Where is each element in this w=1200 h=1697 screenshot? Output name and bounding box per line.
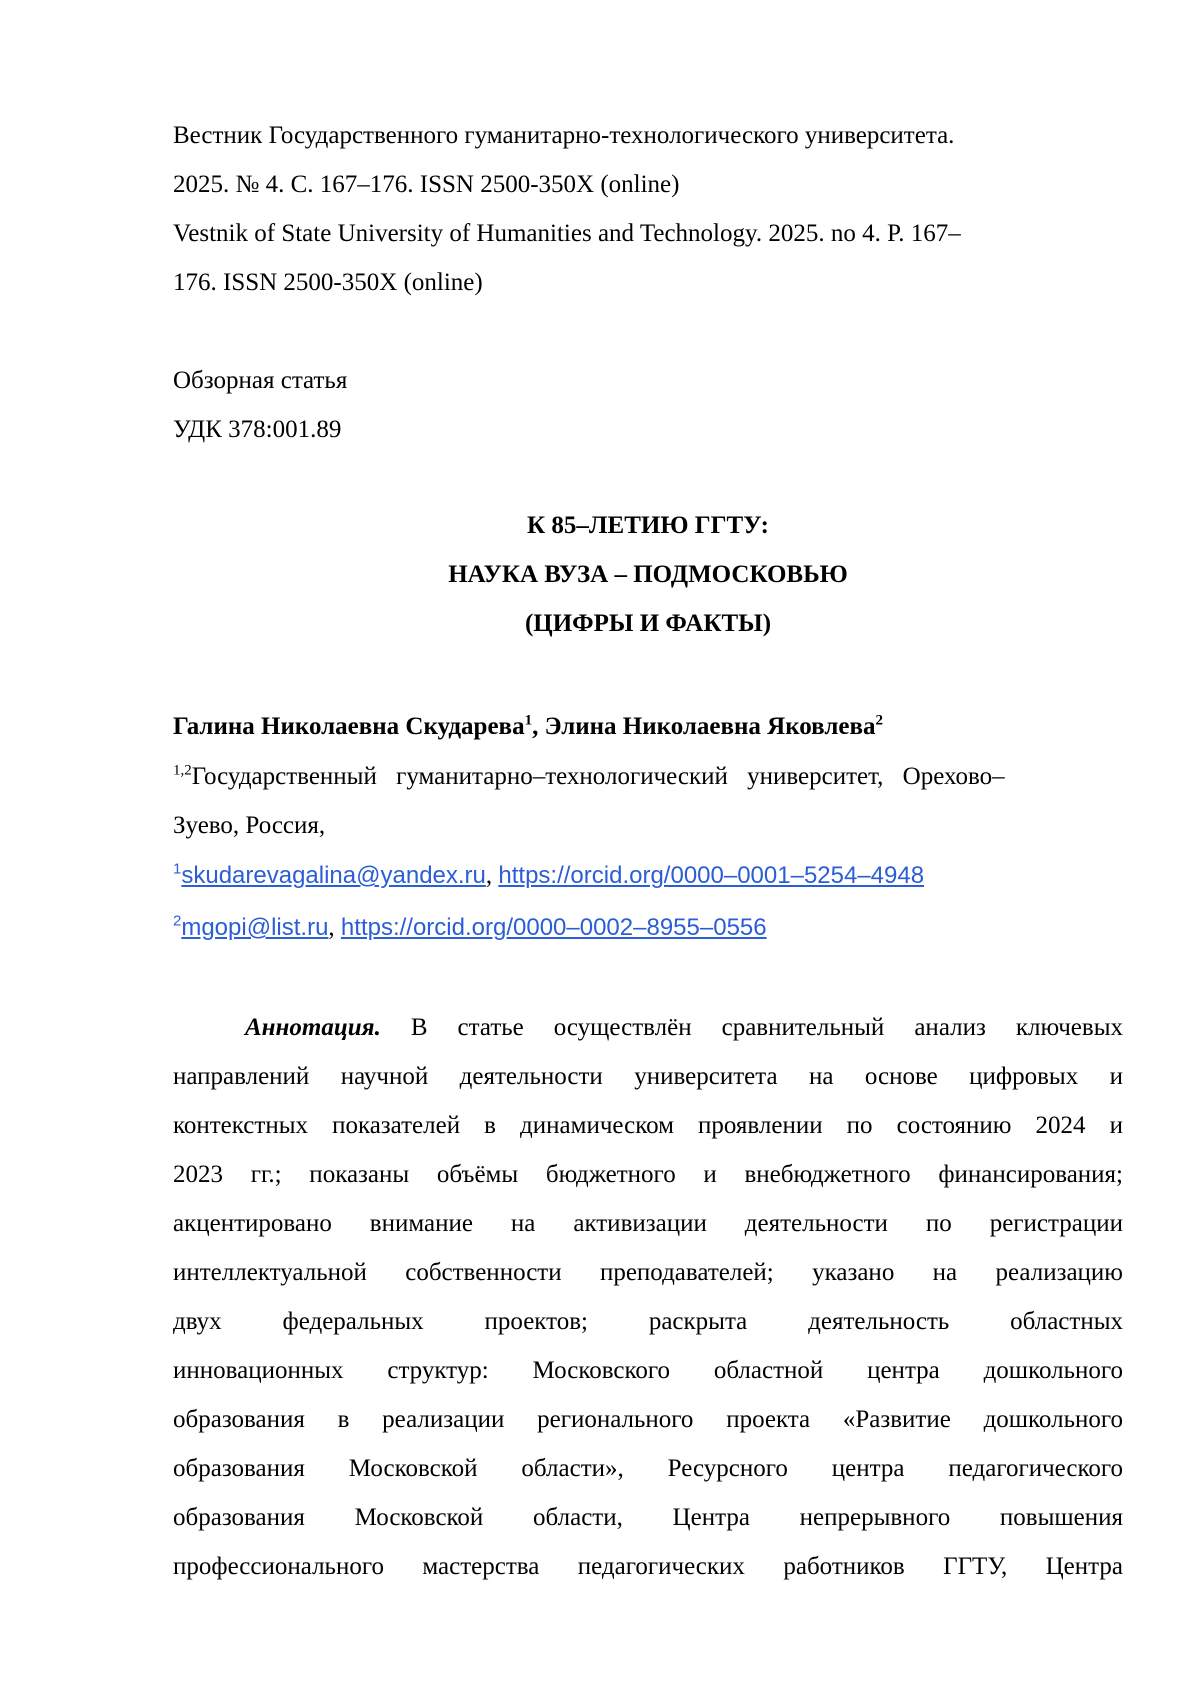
author-1-name: Галина Николаевна Скударева — [173, 713, 525, 740]
author-2-sup: 2 — [875, 712, 883, 729]
abstract-line: образования Московской области, Центра непрерывного повышения — [173, 1504, 1123, 1531]
article-type: Обзорная статья — [173, 367, 348, 394]
authors-line — [173, 702, 1123, 751]
abstract-line: профессионального мастерства педагогических работников ГГТУ, Центра — [173, 1553, 1123, 1580]
article-meta — [173, 356, 1123, 454]
contact-1-separator: , — [485, 862, 499, 889]
affiliation-line-1 — [173, 752, 1005, 801]
abstract — [173, 1003, 1123, 1591]
journal-citation — [173, 111, 1123, 307]
contact-row-1 — [173, 851, 1123, 903]
contact-1-sup: 1 — [173, 860, 182, 878]
contact-2-email-link[interactable]: mgopi@list.ru — [181, 914, 329, 941]
affiliation — [173, 752, 1123, 850]
affiliation-text-1: Государственный гуманитарно–технологический университет, Орехово– — [191, 763, 1005, 790]
article-title — [173, 501, 1123, 648]
abstract-line: контекстных показателей в динамическом проявлении по состоянию 2024 и — [173, 1112, 1123, 1139]
abstract-line: двух федеральных проектов; раскрыта деятельность областных — [173, 1308, 1123, 1335]
abstract-text: В статье осуществлён сравнительный анализ ключевых — [410, 1014, 1124, 1041]
title-line-3: (ЦИФРЫ И ФАКТЫ) — [524, 610, 772, 637]
author-1-sup: 1 — [524, 712, 533, 729]
abstract-line: образования Московской области», Ресурсного центра педагогического — [173, 1455, 1123, 1482]
title-line-1: К 85–ЛЕТИЮ ГГТУ: — [527, 512, 769, 539]
author-2-name: Элина Николаевна Яковлева — [544, 713, 876, 740]
contact-1-orcid-link[interactable]: https://orcid.org/0000–0001–5254–4948 — [498, 862, 925, 889]
contact-2-separator: , — [328, 914, 341, 941]
contact-2-sup: 2 — [173, 912, 182, 930]
journal-line-ru: Вестник Государственного гуманитарно-технологического университета. — [173, 122, 955, 149]
journal-issue-en: 176. ISSN 2500-350X (online) — [173, 269, 483, 296]
title-line-2: НАУКА ВУЗА – ПОДМОСКОВЬЮ — [448, 561, 848, 588]
authors-separator: , — [532, 713, 545, 740]
contact-row-2 — [173, 903, 1123, 955]
affiliation-sup: 1,2 — [173, 762, 192, 779]
abstract-line: акцентировано внимание на активизации деятельности по регистрации — [173, 1210, 1123, 1237]
journal-issue-ru: 2025. № 4. С. 167–176. ISSN 2500-350X (online) — [173, 171, 680, 198]
journal-line-en: Vestnik of State University of Humanities and Technology. 2025. no 4. P. 167– — [173, 220, 961, 247]
abstract-line — [173, 1003, 1123, 1052]
affiliation-line-2: Зуево, Россия, — [173, 812, 326, 839]
abstract-line: 2023 гг.; показаны объёмы бюджетного и внебюджетного финансирования; — [173, 1161, 1123, 1188]
abstract-line: инновационных структур: Московского областной центра дошкольного — [173, 1357, 1123, 1384]
abstract-line: образования в реализации регионального проекта «Развитие дошкольного — [173, 1406, 1123, 1433]
contact-2-orcid-link[interactable]: https://orcid.org/0000–0002–8955–0556 — [340, 914, 767, 941]
abstract-label: Аннотация. — [245, 1014, 381, 1041]
contact-1-email-link[interactable]: skudarevagalina@yandex.ru — [181, 862, 486, 889]
abstract-line: интеллектуальной собственности преподавателей; указано на реализацию — [173, 1259, 1123, 1286]
udc-code: УДК 378:001.89 — [173, 416, 342, 443]
author-contacts — [173, 851, 1123, 955]
abstract-line: направлений научной деятельности университета на основе цифровых и — [173, 1063, 1123, 1090]
